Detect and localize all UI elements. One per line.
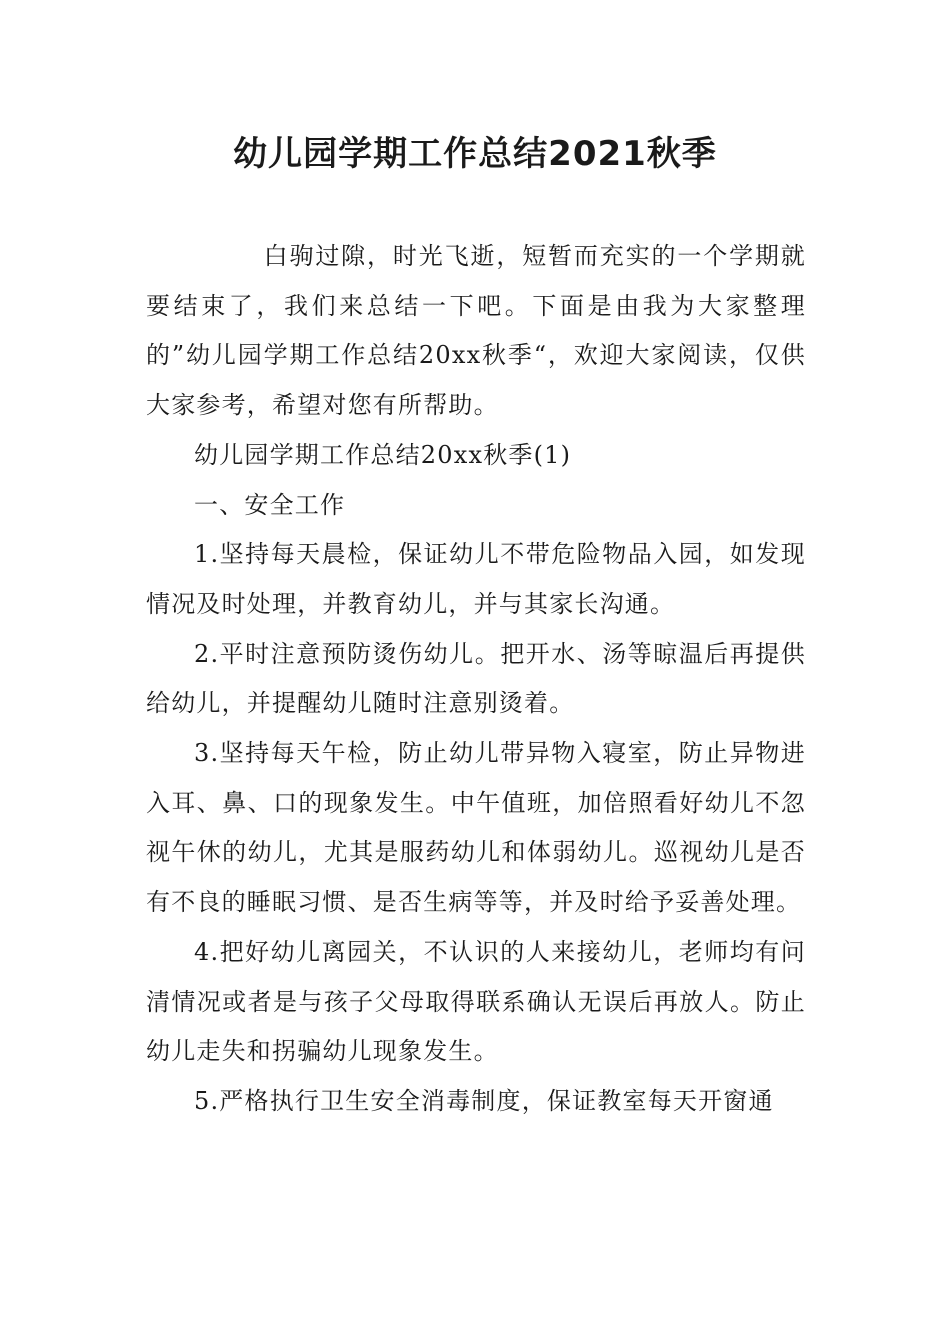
intro-paragraph: 白驹过隙，时光飞逝，短暂而充实的一个学期就要结束了，我们来总结一下吧。下面是由我为大家整理的”幼儿园学期工作总结20xx秋季“，欢迎大家阅读，仅供大家参考，希望对您有所帮助。	[146, 242, 806, 420]
paragraph-item-5: 5.严格执行卫生安全消毒制度，保证教室每天开窗通	[194, 1086, 774, 1115]
paragraph-item-3: 3.坚持每天午检，防止幼儿带异物入寝室，防止异物进入耳、鼻、口的现象发生。中午值班，加倍照看好幼儿不忽视午休的幼儿，尤其是服药幼儿和体弱幼儿。巡视幼儿是否有不良的睡眠习惯、是否生病等等，并及时给予妥善处理。	[146, 739, 806, 917]
document-body	[146, 232, 806, 1127]
section-heading-safety: 一、安全工作	[194, 490, 346, 519]
paragraph-item-2: 2.平时注意预防烫伤幼儿。把开水、汤等晾温后再提供给幼儿，并提醒幼儿随时注意别烫着。	[146, 639, 806, 718]
document-title: 幼儿园学期工作总结2021秋季	[233, 134, 717, 174]
paragraph-item-4: 4.把好幼儿离园关，不认识的人来接幼儿，老师均有问清情况或者是与孩子父母取得联系确认无误后再放人。防止幼儿走失和拐骗幼儿现象发生。	[146, 937, 806, 1066]
section-heading-part-1: 幼儿园学期工作总结20xx秋季(1)	[194, 440, 572, 469]
paragraph-item-1: 1.坚持每天晨检，保证幼儿不带危险物品入园，如发现情况及时处理，并教育幼儿，并与其家长沟通。	[146, 540, 806, 618]
